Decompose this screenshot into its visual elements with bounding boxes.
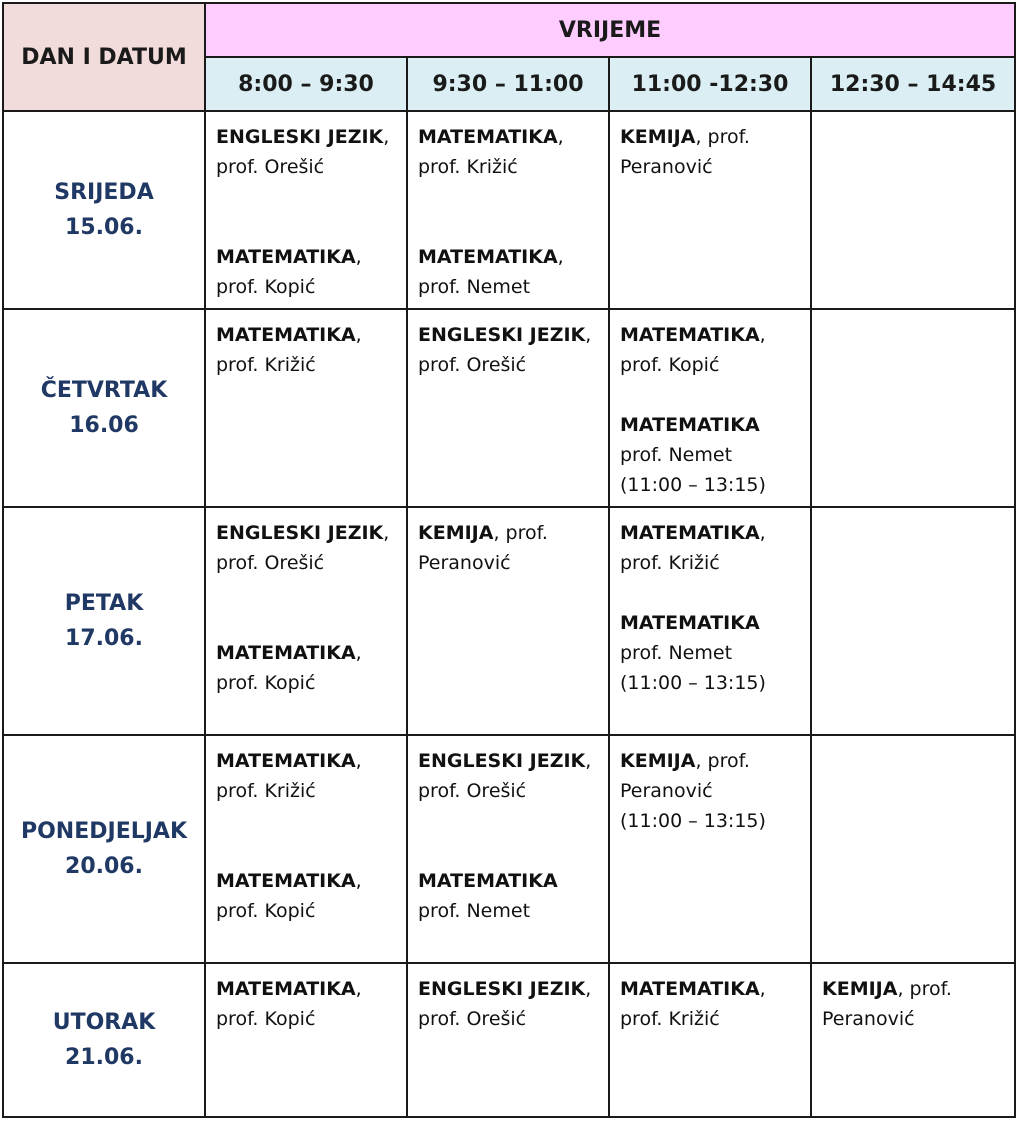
exam-professor: prof. Orešić bbox=[418, 354, 527, 376]
exam-subject: MATEMATIKA bbox=[216, 978, 356, 1000]
exam-separator: , bbox=[759, 522, 766, 544]
exam-entry bbox=[620, 320, 802, 380]
exam-separator: , prof. bbox=[695, 126, 750, 148]
exam-subject: MATEMATIKA bbox=[216, 750, 356, 772]
exam-subject: ENGLESKI JEZIK bbox=[216, 522, 384, 544]
schedule-row bbox=[3, 111, 1015, 309]
time-slot-3: 11:00 -12:30 bbox=[609, 57, 811, 111]
exam-professor: prof. Križić bbox=[216, 354, 316, 376]
day-name: PETAK bbox=[64, 591, 144, 616]
exam-professor: prof. Kopić bbox=[216, 1008, 316, 1030]
day-date: 21.06. bbox=[65, 1045, 143, 1070]
exam-entry bbox=[216, 638, 398, 698]
exam-professor: prof. Orešić bbox=[216, 552, 325, 574]
exam-professor: prof. Kopić bbox=[216, 276, 316, 298]
exam-separator: , bbox=[585, 750, 592, 772]
exam-subject: MATEMATIKA bbox=[216, 246, 356, 268]
day-date: 17.06. bbox=[65, 626, 143, 651]
exam-subject: MATEMATIKA bbox=[216, 642, 356, 664]
slot-cell bbox=[609, 111, 811, 309]
day-cell bbox=[3, 111, 205, 309]
exam-separator: , bbox=[383, 522, 390, 544]
exam-subject: ENGLESKI JEZIK bbox=[418, 324, 586, 346]
exam-professor: prof. Nemet bbox=[418, 900, 531, 922]
exam-entry bbox=[822, 974, 1006, 1034]
exam-subject: ENGLESKI JEZIK bbox=[418, 750, 586, 772]
exam-subject: MATEMATIKA bbox=[620, 612, 760, 634]
exam-professor: Peranović bbox=[620, 156, 713, 178]
exam-separator: , prof. bbox=[695, 750, 750, 772]
exam-professor: prof. Nemet bbox=[620, 642, 733, 664]
day-name: SRIJEDA bbox=[54, 180, 154, 205]
exam-separator: , bbox=[355, 246, 362, 268]
day-cell bbox=[3, 309, 205, 507]
exam-entry bbox=[418, 746, 600, 806]
exam-entry bbox=[216, 866, 398, 926]
exam-subject: KEMIJA bbox=[620, 126, 696, 148]
exam-entry bbox=[418, 122, 600, 182]
exam-time: (11:00 – 13:15) bbox=[620, 672, 766, 694]
exam-entry bbox=[216, 518, 398, 578]
header-day-date: DAN I DATUM bbox=[3, 3, 205, 111]
exam-subject: MATEMATIKA bbox=[418, 246, 558, 268]
exam-entry bbox=[620, 518, 802, 578]
exam-schedule-table bbox=[2, 2, 1016, 1118]
schedule-body bbox=[3, 111, 1015, 1117]
slot-cell bbox=[609, 735, 811, 963]
exam-professor: prof. Nemet bbox=[418, 276, 531, 298]
exam-separator: , bbox=[585, 324, 592, 346]
slot-cell bbox=[407, 507, 609, 735]
schedule-row bbox=[3, 963, 1015, 1117]
exam-entry bbox=[620, 608, 802, 698]
exam-separator: , prof. bbox=[897, 978, 952, 1000]
exam-separator: , bbox=[355, 642, 362, 664]
exam-entry bbox=[216, 122, 398, 182]
exam-professor: prof. Kopić bbox=[620, 354, 720, 376]
exam-entry bbox=[418, 320, 600, 380]
exam-subject: MATEMATIKA bbox=[418, 126, 558, 148]
day-name: PONEDJELJAK bbox=[20, 819, 188, 844]
slot-cell bbox=[811, 111, 1015, 309]
exam-separator: , bbox=[383, 126, 390, 148]
exam-subject: ENGLESKI JEZIK bbox=[418, 978, 586, 1000]
exam-subject: MATEMATIKA bbox=[620, 978, 760, 1000]
slot-cell bbox=[205, 111, 407, 309]
exam-entry bbox=[620, 746, 802, 836]
exam-professor: prof. Orešić bbox=[418, 780, 527, 802]
exam-subject: MATEMATIKA bbox=[216, 324, 356, 346]
header-row-top bbox=[3, 3, 1015, 57]
exam-entry bbox=[216, 974, 398, 1034]
exam-professor: prof. Nemet bbox=[620, 444, 733, 466]
exam-professor: prof. Kopić bbox=[216, 672, 316, 694]
exam-professor: prof. Križić bbox=[418, 156, 518, 178]
slot-cell bbox=[811, 507, 1015, 735]
exam-subject: KEMIJA bbox=[620, 750, 696, 772]
slot-cell bbox=[407, 111, 609, 309]
exam-separator: , bbox=[355, 750, 362, 772]
slot-cell bbox=[407, 735, 609, 963]
exam-professor: prof. Križić bbox=[620, 552, 720, 574]
exam-professor: Peranović bbox=[822, 1008, 915, 1030]
day-name: UTORAK bbox=[52, 1010, 156, 1035]
exam-entry bbox=[418, 242, 600, 302]
exam-entry bbox=[418, 974, 600, 1034]
slot-cell bbox=[811, 963, 1015, 1117]
exam-subject: MATEMATIKA bbox=[216, 870, 356, 892]
exam-subject: ENGLESKI JEZIK bbox=[216, 126, 384, 148]
slot-cell bbox=[609, 309, 811, 507]
exam-time: (11:00 – 13:15) bbox=[620, 474, 766, 496]
time-slot-1: 8:00 – 9:30 bbox=[205, 57, 407, 111]
slot-cell bbox=[205, 507, 407, 735]
day-date: 20.06. bbox=[65, 854, 143, 879]
day-date: 15.06. bbox=[65, 215, 143, 240]
slot-cell bbox=[811, 309, 1015, 507]
slot-cell bbox=[205, 309, 407, 507]
slot-cell bbox=[205, 735, 407, 963]
time-slot-2: 9:30 – 11:00 bbox=[407, 57, 609, 111]
exam-professor: prof. Orešić bbox=[418, 1008, 527, 1030]
day-name: ČETVRTAK bbox=[40, 378, 168, 403]
exam-separator: , bbox=[585, 978, 592, 1000]
day-cell bbox=[3, 963, 205, 1117]
exam-separator: , bbox=[557, 246, 564, 268]
exam-subject: KEMIJA bbox=[418, 522, 494, 544]
exam-separator: , bbox=[355, 324, 362, 346]
exam-entry bbox=[216, 746, 398, 806]
schedule-row bbox=[3, 309, 1015, 507]
slot-cell bbox=[407, 309, 609, 507]
exam-separator: , bbox=[355, 870, 362, 892]
day-date: 16.06 bbox=[69, 413, 139, 438]
schedule-row bbox=[3, 507, 1015, 735]
exam-separator: , bbox=[557, 126, 564, 148]
exam-subject: MATEMATIKA bbox=[620, 324, 760, 346]
exam-professor: prof. Orešić bbox=[216, 156, 325, 178]
exam-professor: Peranović bbox=[418, 552, 511, 574]
exam-subject: MATEMATIKA bbox=[620, 522, 760, 544]
exam-professor: Peranović bbox=[620, 780, 713, 802]
exam-entry bbox=[418, 518, 600, 578]
day-cell bbox=[3, 507, 205, 735]
exam-subject: KEMIJA bbox=[822, 978, 898, 1000]
slot-cell bbox=[205, 963, 407, 1117]
exam-entry bbox=[216, 242, 398, 302]
slot-cell bbox=[811, 735, 1015, 963]
exam-separator: , bbox=[759, 324, 766, 346]
exam-entry bbox=[620, 410, 802, 500]
exam-subject: MATEMATIKA bbox=[620, 414, 760, 436]
header-vrijeme: VRIJEME bbox=[205, 3, 1015, 57]
exam-subject: MATEMATIKA bbox=[418, 870, 558, 892]
exam-separator: , bbox=[355, 978, 362, 1000]
exam-entry bbox=[418, 866, 600, 926]
slot-cell bbox=[609, 507, 811, 735]
exam-separator: , bbox=[759, 978, 766, 1000]
slot-cell bbox=[609, 963, 811, 1117]
exam-professor: prof. Kopić bbox=[216, 900, 316, 922]
exam-professor: prof. Križić bbox=[620, 1008, 720, 1030]
schedule-row bbox=[3, 735, 1015, 963]
exam-professor: prof. Križić bbox=[216, 780, 316, 802]
exam-entry bbox=[620, 974, 802, 1034]
exam-entry bbox=[216, 320, 398, 380]
slot-cell bbox=[407, 963, 609, 1117]
day-cell bbox=[3, 735, 205, 963]
exam-separator: , prof. bbox=[493, 522, 548, 544]
time-slot-4: 12:30 – 14:45 bbox=[811, 57, 1015, 111]
exam-entry bbox=[620, 122, 802, 182]
exam-time: (11:00 – 13:15) bbox=[620, 810, 766, 832]
